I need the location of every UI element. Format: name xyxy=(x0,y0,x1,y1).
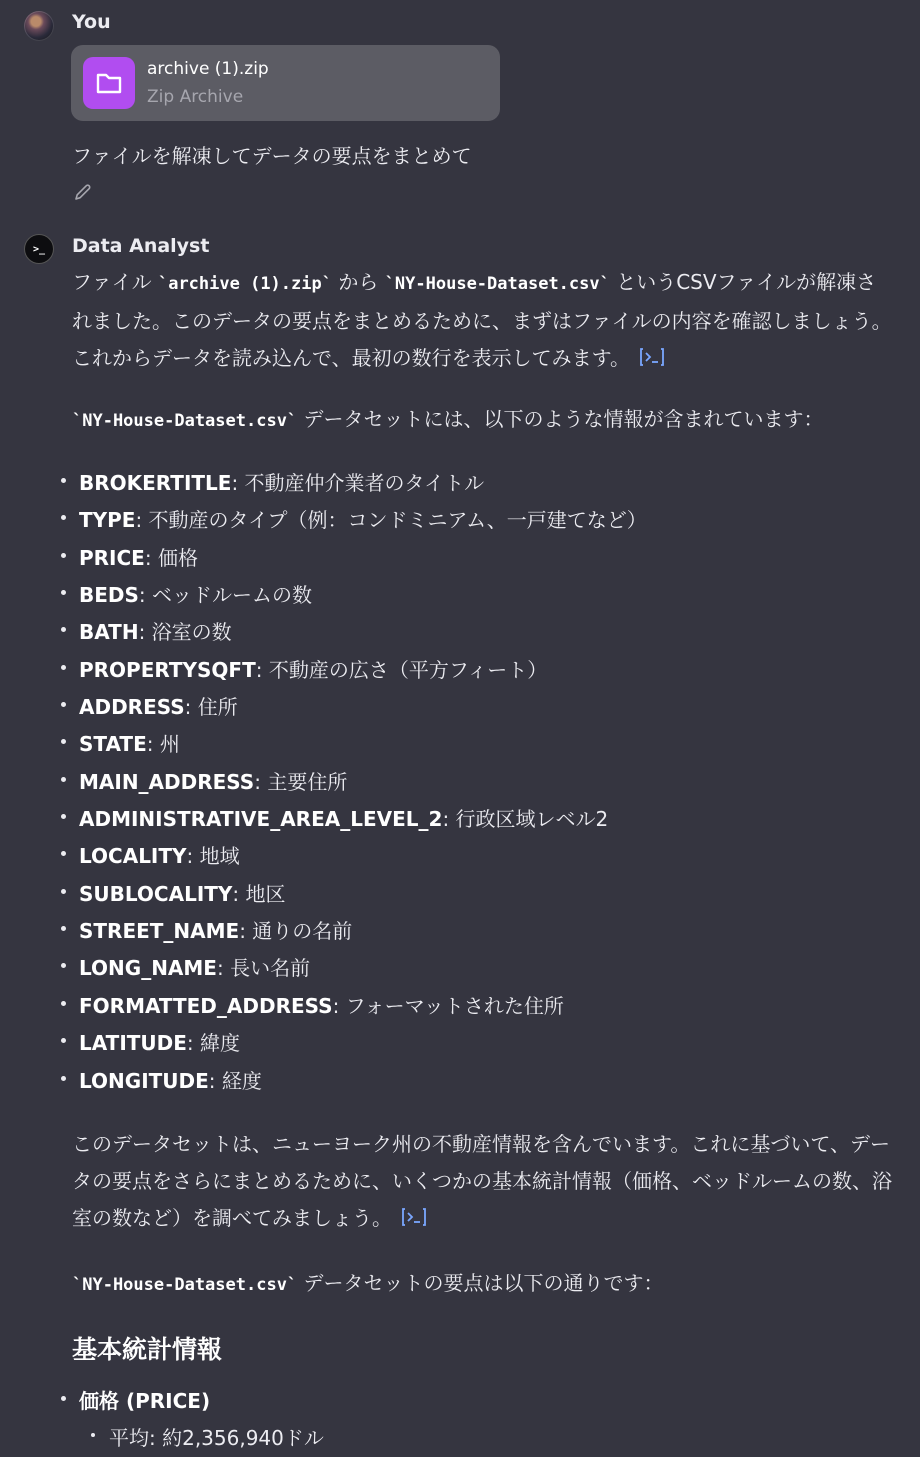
list-item xyxy=(56,1063,896,1100)
p1-mid: から xyxy=(331,270,385,294)
field-desc: : 価格 xyxy=(144,545,198,570)
assistant-paragraph-2 xyxy=(72,401,892,440)
list-item xyxy=(56,838,896,875)
field-key: LONGITUDE xyxy=(79,1068,209,1093)
list-item xyxy=(56,988,896,1025)
list-item xyxy=(56,689,896,726)
field-desc: : 州 xyxy=(146,732,180,757)
p3-text: このデータセットは、ニューヨーク州の不動産情報を含んでいます。これに基づいて、データの要点をさらにまとめるために、いくつかの基本統計情報（価格、ベッドルームの数、浴室の数など）を調べてみましょう。 xyxy=(72,1132,892,1230)
field-desc: : 不動産の広さ（平方フィート） xyxy=(255,657,548,682)
field-key: LOCALITY xyxy=(79,844,187,869)
list-item xyxy=(56,764,896,801)
field-key: LATITUDE xyxy=(79,1031,187,1056)
field-desc: : 地区 xyxy=(232,881,286,906)
list-item xyxy=(56,577,896,614)
field-list xyxy=(56,465,896,1100)
field-desc: : 住所 xyxy=(184,695,238,720)
field-key: ADDRESS xyxy=(79,695,185,720)
csv-filename: `NY-House-Dataset.csv` xyxy=(384,274,610,294)
field-desc: : 浴室の数 xyxy=(138,620,232,645)
field-desc: : ベッドルームの数 xyxy=(138,583,313,608)
field-key: LONG_NAME xyxy=(79,956,217,981)
field-key: PROPERTYSQFT xyxy=(79,657,256,682)
field-key: TYPE xyxy=(79,508,136,533)
field-desc: : 経度 xyxy=(208,1068,262,1093)
list-item xyxy=(56,1025,896,1062)
field-key: ADMINISTRATIVE_AREA_LEVEL_2 xyxy=(79,807,443,832)
list-item xyxy=(56,614,896,651)
view-analysis-icon[interactable] xyxy=(638,343,666,380)
list-item xyxy=(56,950,896,987)
user-name: You xyxy=(72,11,111,33)
csv-filename-3: `NY-House-Dataset.csv` xyxy=(72,1275,298,1295)
p1-post: というCSVファイルが解凍されました。このデータの要点をまとめるために、まずはファイルの内容を確認しましょう。これからデータを読み込んで、最初の数行を表示してみます。 xyxy=(72,270,892,370)
attachment-type: Zip Archive xyxy=(147,87,244,107)
field-key: STREET_NAME xyxy=(79,919,240,944)
p2-text: データセットには、以下のような情報が含まれています： xyxy=(297,407,824,431)
field-key: BEDS xyxy=(79,583,139,608)
assistant-paragraph-3 xyxy=(72,1126,892,1240)
p4-text: データセットの要点は以下の通りです： xyxy=(297,1271,664,1295)
archive-filename: `archive (1).zip` xyxy=(157,274,332,294)
field-desc: : 地域 xyxy=(186,844,240,869)
field-desc: : 不動産のタイプ（例：コンドミニアム、一戸建てなど） xyxy=(135,508,647,533)
field-desc: : 長い名前 xyxy=(216,956,311,981)
list-item xyxy=(56,726,896,763)
file-attachment[interactable] xyxy=(71,45,500,121)
list-item xyxy=(56,876,896,913)
folder-icon xyxy=(83,57,135,109)
field-key: STATE xyxy=(79,732,147,757)
list-item xyxy=(56,465,896,502)
stat-subitem-average: 平均: 約2,356,940ドル xyxy=(86,1420,324,1457)
section-heading: 基本統計情報 xyxy=(72,1335,223,1364)
field-key: SUBLOCALITY xyxy=(79,881,233,906)
p1-pre: ファイル xyxy=(72,270,158,294)
field-desc: : フォーマットされた住所 xyxy=(332,993,564,1018)
field-desc: : 主要住所 xyxy=(254,769,348,794)
user-avatar xyxy=(24,11,54,41)
view-analysis-icon[interactable] xyxy=(400,1203,428,1240)
stat-item-price: 価格 (PRICE) xyxy=(56,1383,210,1420)
list-item xyxy=(56,652,896,689)
field-desc: : 行政区域レベル2 xyxy=(442,807,609,832)
list-item xyxy=(56,801,896,838)
field-desc: : 通りの名前 xyxy=(239,919,353,944)
field-key: BROKERTITLE xyxy=(79,471,232,495)
assistant-avatar: >_ xyxy=(24,234,54,264)
attachment-name: archive (1).zip xyxy=(147,59,269,79)
user-message: ファイルを解凍してデータの要点をまとめて xyxy=(72,144,472,168)
field-key: PRICE xyxy=(79,545,145,570)
assistant-name: Data Analyst xyxy=(72,235,210,257)
csv-filename-2: `NY-House-Dataset.csv` xyxy=(72,411,298,431)
list-item xyxy=(56,502,896,539)
assistant-paragraph-4 xyxy=(72,1265,892,1304)
list-item xyxy=(56,913,896,950)
field-desc: : 緯度 xyxy=(186,1031,241,1056)
list-item xyxy=(56,540,896,577)
assistant-paragraph-1 xyxy=(72,264,892,380)
field-key: MAIN_ADDRESS xyxy=(79,769,255,794)
field-desc: : 不動産仲介業者のタイトル xyxy=(231,471,485,495)
edit-icon[interactable] xyxy=(72,181,94,207)
field-key: BATH xyxy=(79,620,139,645)
field-key: FORMATTED_ADDRESS xyxy=(79,993,333,1018)
